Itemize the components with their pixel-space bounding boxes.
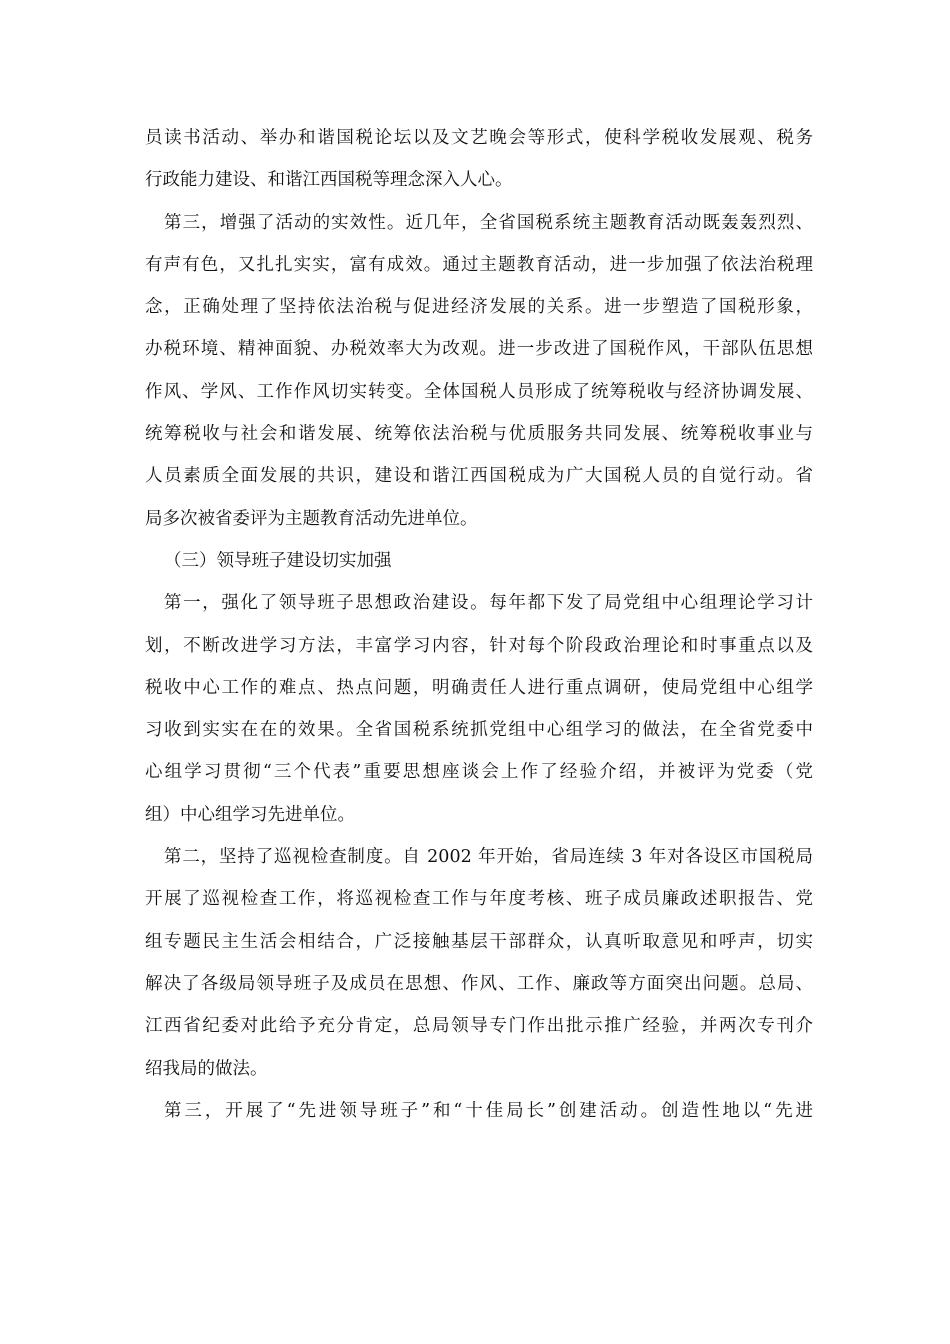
- text-line: 行政能力建设、和谐江西国税等理念深入人心。: [145, 170, 513, 191]
- text-line: 组）中心组学习先进单位。: [145, 804, 355, 825]
- text-line: 念，正确处理了坚持依法治税与促进经济发展的关系。进一步塑造了国税形象，: [145, 297, 813, 318]
- text-line: 绍我局的做法。: [145, 1058, 268, 1079]
- paragraph-start-line: 第三，开展了“先进领导班子”和“十佳局长”创建活动。创造性地以“先进: [164, 1100, 813, 1121]
- text-line: 统筹税收与社会和谐发展、统筹依法治税与优质服务共同发展、统筹税收事业与: [145, 424, 813, 445]
- text-line: 开展了巡视检查工作，将巡视检查工作与年度考核、班子成员廉政述职报告、党: [145, 889, 813, 910]
- text-line: 人员素质全面发展的共识，建设和谐江西国税成为广大国税人员的自觉行动。省: [145, 466, 813, 487]
- text-line: 作风、学风、工作作风切实转变。全体国税人员形成了统筹税收与经济协调发展、: [145, 381, 813, 402]
- paragraph-start-line: 第一，强化了领导班子思想政治建设。每年都下发了局党组中心组理论学习计: [164, 593, 813, 614]
- paragraph-start-line: 第二，坚持了巡视检查制度。自 2002 年开始，省局连续 3 年对各设区市国税局: [164, 847, 813, 868]
- text-line: 组专题民主生活会相结合，广泛接触基层干部群众，认真听取意见和呼声，切实: [145, 931, 813, 952]
- text-line: 有声有色，又扎扎实实，富有成效。通过主题教育活动，进一步加强了依法治税理: [145, 254, 813, 275]
- document-body: [145, 117, 813, 1132]
- text-line: 解决了各级局领导班子及成员在思想、作风、工作、廉政等方面突出问题。总局、: [145, 973, 813, 994]
- text-line: 员读书活动、举办和谐国税论坛以及文艺晚会等形式，使科学税收发展观、税务: [145, 128, 813, 148]
- text-line: 江西省纪委对此给予充分肯定，总局领导专门作出批示推广经验，并两次专刊介: [145, 1016, 813, 1037]
- paragraph-start-line: 第三，增强了活动的实效性。近几年，全省国税系统主题教育活动既轰轰烈烈、: [164, 212, 813, 233]
- text-line: 习收到实实在在的效果。全省国税系统抓党组中心组学习的做法，在全省党委中: [145, 720, 813, 741]
- text-line: 办税环境、精神面貌、办税效率大为改观。进一步改进了国税作风，干部队伍思想: [145, 339, 813, 360]
- text-line: 税收中心工作的难点、热点问题，明确责任人进行重点调研，使局党组中心组学: [145, 677, 813, 698]
- text-line: 划，不断改进学习方法，丰富学习内容，针对每个阶段政治理论和时事重点以及: [145, 635, 813, 656]
- text-line: 心组学习贯彻“三个代表”重要思想座谈会上作了经验介绍，并被评为党委（党: [145, 762, 813, 783]
- text-line: 局多次被省委评为主题教育活动先进单位。: [145, 508, 478, 529]
- section-heading: （三）领导班子建设切实加强: [164, 550, 392, 571]
